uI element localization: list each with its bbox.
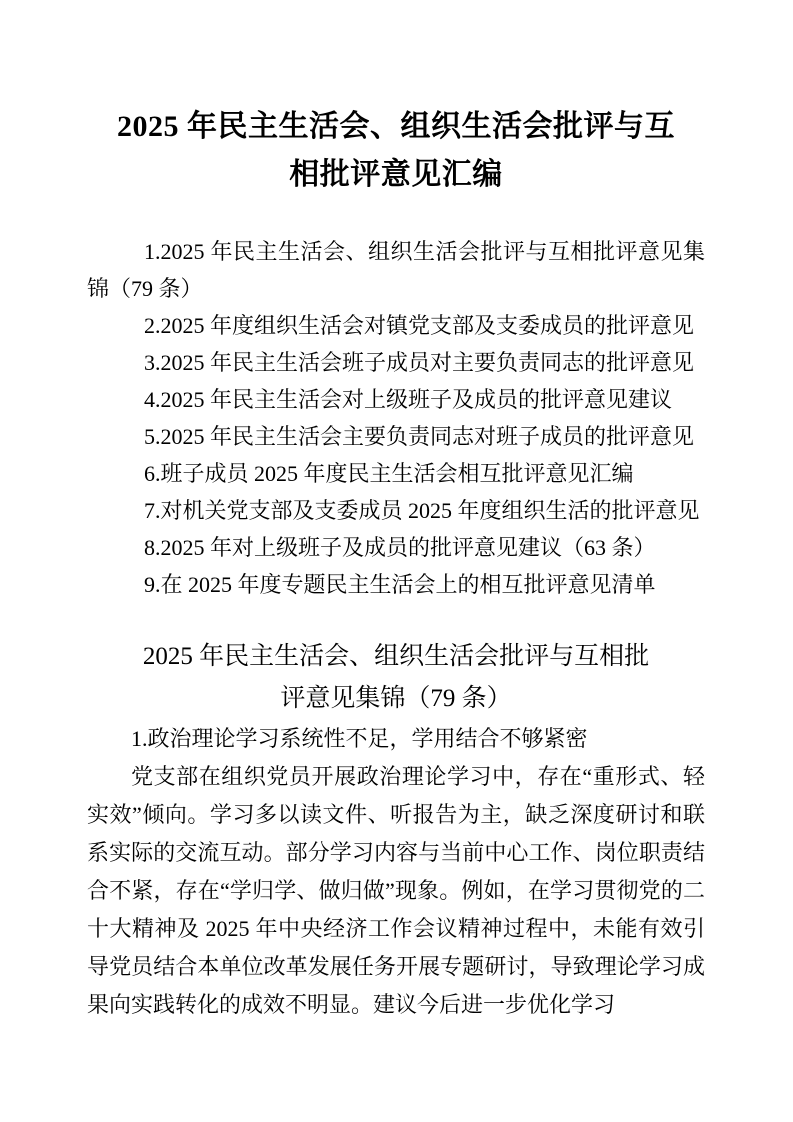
toc-item-6: 6.班子成员 2025 年度民主生活会相互批评意见汇编 [144, 461, 634, 486]
toc-item-8: 8.2025 年对上级班子及成员的批评意见建议（63 条） [144, 535, 656, 560]
toc-item-9: 9.在 2025 年度专题民主生活会上的相互批评意见清单 [144, 572, 656, 597]
section-title-line-2: 评意见集锦（79 条） [280, 685, 512, 712]
section-title [87, 636, 705, 720]
document-title-line-1: 2025 年民主生活会、组织生活会批评与互 [117, 110, 675, 143]
section-item-heading: 1.政治理论学习系统性不足，学用结合不够紧密 [131, 726, 588, 751]
toc-item-7: 7.对机关党支部及支委成员 2025 年度组织生活的批评意见 [144, 498, 700, 523]
toc-item-1: 1.2025 年民主生活会、组织生活会批评与互相批评意见集锦（79 条） [87, 239, 705, 301]
document-title-line-2: 相批评意见汇编 [289, 158, 503, 191]
toc-item-2: 2.2025 年度组织生活会对镇党支部及支委成员的批评意见 [144, 313, 695, 338]
toc-item-5: 5.2025 年民主生活会主要负责同志对班子成员的批评意见 [144, 424, 695, 449]
document-title [87, 103, 705, 199]
toc-item-4: 4.2025 年民主生活会对上级班子及成员的批评意见建议 [144, 387, 673, 412]
table-of-contents [87, 233, 705, 603]
section-title-line-1: 2025 年民主生活会、组织生活会批评与互相批 [142, 643, 650, 670]
body-paragraph: 党支部在组织党员开展政治理论学习中，存在“重形式、轻实效”倾向。学习多以读文件、听报告为主，缺乏深度研讨和联系实际的交流互动。部分学习内容与当前中心工作、岗位职责结合不紧，存在“学归学、做归做”现象。例如，在学习贯彻党的二十大精神及 2025 年中央经济工作会议精神过程中，未能有效引导党员结合本单位改革发展任务开展专题研讨，导致理论学习成果向实践转化的成效不明显。建议今后进一步优化学习 [87, 764, 705, 1017]
toc-item-3: 3.2025 年民主生活会班子成员对主要负责同志的批评意见 [144, 350, 695, 375]
